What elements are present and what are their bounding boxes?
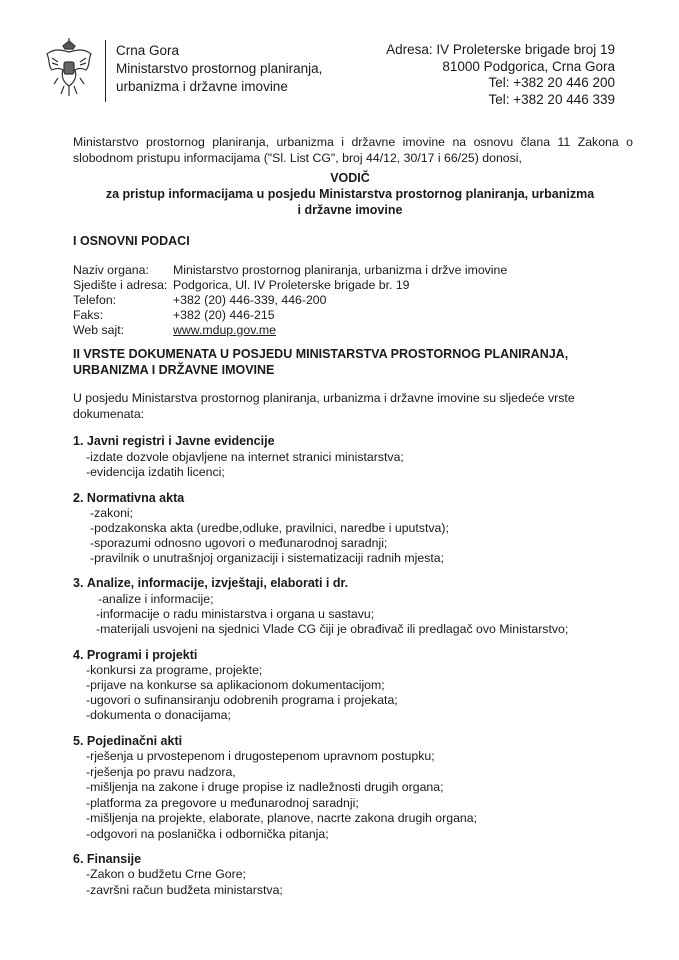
list-item: -rješenja po pravu nadzora, [86,765,236,779]
info-row-website [73,322,276,338]
category-name: Pojedinačni akti [86,734,183,748]
address-line: Tel: +382 20 446 200 [488,75,615,90]
info-value: +382 (20) 446-215 [173,308,275,322]
intro-paragraph: Ministarstvo prostornog planiranja, urbanizma i državne imovine na osnovu člana 11 Zakona o slobodnom pristupu informacijama ("Sl. List CG", broj 44/12, 30/17 i 66/25) donosi, [73,135,633,165]
document-subtitle [60,186,640,218]
list-item: -konkursi za programe, projekte; [86,663,263,677]
info-value: +382 (20) 446-339, 446-200 [173,293,327,307]
list-item: -prijave na konkurse sa aplikacionom dokumentacijom; [86,678,385,692]
subtitle-line: za pristup informacijama u posjedu Ministarstva prostornog planiranja, urbanizma [105,187,595,201]
list-item: -završni račun budžeta ministarstva; [86,883,283,897]
list-item: -odgovori na poslanička i odbornička pitanja; [86,827,329,841]
category-name: Programi i projekti [86,648,198,662]
info-value: Ministarstvo prostornog planiranja, urbanizma i držve imovine [173,263,508,277]
list-item: -mišljenja na projekte, elaborate, planove, nacrte zakona drugih organa; [86,811,478,825]
list-item: -mišljenja na zakone i druge propise iz nadležnosti drugih organa; [86,780,444,794]
info-label: Web sajt: [73,323,125,337]
address-line: Adresa: IV Proleterske brigade broj 19 [386,42,615,57]
info-row-phone [73,292,327,308]
list-item: -podzakonska akta (uredbe,odluke, pravilnici, naredbe i uputstva); [90,521,449,535]
category-heading [73,575,348,591]
list-item: -rješenja u prvostepenom i drugostepenom upravnom postupku; [86,749,435,763]
category-number: 2. [73,491,84,505]
documents-intro [73,390,633,422]
header-divider [105,40,106,102]
info-row-fax [73,307,275,323]
info-value: Podgorica, Ul. IV Proleterske brigade br. 19 [173,278,410,292]
list-item: -materijali usvojeni na sjednici Vlade CG čiji je obrađivač ili predlagač ovo Ministarstvo; [96,622,569,636]
org-line: Crna Gora [116,43,180,58]
info-label: Naziv organa: [73,263,149,277]
category-number: 3. [73,576,84,590]
category-heading [73,851,141,867]
document-title: VODIČ [330,171,370,185]
info-label: Faks: [73,308,104,322]
subtitle-line: i državne imovine [297,203,403,217]
address-block [386,42,615,108]
list-item: -dokumenta o donacijama; [86,708,231,722]
category-heading [73,433,275,449]
category-name: Finansije [86,852,142,866]
category-number: 4. [73,648,84,662]
coat-of-arms-icon [44,38,94,98]
list-item: -zakoni; [90,506,134,520]
address-line: 81000 Podgorica, Crna Gora [442,58,615,74]
category-heading [73,647,197,663]
website-link[interactable]: www.mdup.gov.me [173,323,276,337]
category-number: 1. [73,434,84,448]
list-item: -Zakon o budžetu Crne Gore; [86,867,246,881]
category-number: 6. [73,852,84,866]
info-label: Sjedište i adresa: [73,278,168,292]
category-name: Analize, informacije, izvještaji, elaborati i dr. [86,576,349,590]
list-item: -platforma za pregovore u međunarodnoj saradnji; [86,796,359,810]
list-item: -sporazumi odnosno ugovori o međunarodnoj saradnji; [90,536,388,550]
info-label: Telefon: [73,293,117,307]
heading-line: URBANIZMA I DRŽAVNE IMOVINE [73,363,275,377]
intro-line: dokumenata: [73,407,145,421]
category-heading [73,490,184,506]
section-heading-basic-info: I OSNOVNI PODACI [73,234,190,248]
category-number: 5. [73,734,84,748]
info-row-address [73,277,410,293]
list-item: -informacije o radu ministarstva i organa u sastavu; [96,607,375,621]
list-item: -evidencija izdatih licenci; [86,465,225,479]
org-line: urbanizma i državne imovine [116,79,288,94]
category-name: Javni registri i Javne evidencije [86,434,275,448]
list-item: -izdate dozvole objavljene na internet stranici ministarstva; [86,450,404,464]
org-line: Ministarstvo prostornog planiranja, [116,61,323,76]
info-row-org-name [73,262,507,278]
list-item: -pravilnik o unutrašnjoj organizaciji i sistematizaciji radnih mjesta; [90,551,445,565]
heading-line: II VRSTE DOKUMENATA U POSJEDU MINISTARSTVA PROSTORNOG PLANIRANJA, [73,347,569,361]
list-item: -ugovori o sufinansiranju odobrenih programa i projekata; [86,693,398,707]
intro-line: U posjedu Ministarstva prostornog planiranja, urbanizma i državne imovine su sljedeće vrste [73,391,575,405]
organization-name [116,42,322,96]
category-name: Normativna akta [86,491,185,505]
section-heading-documents [73,346,568,378]
list-item: -analize i informacije; [98,592,214,606]
address-line: Tel: +382 20 446 339 [488,91,615,107]
category-heading [73,733,182,749]
